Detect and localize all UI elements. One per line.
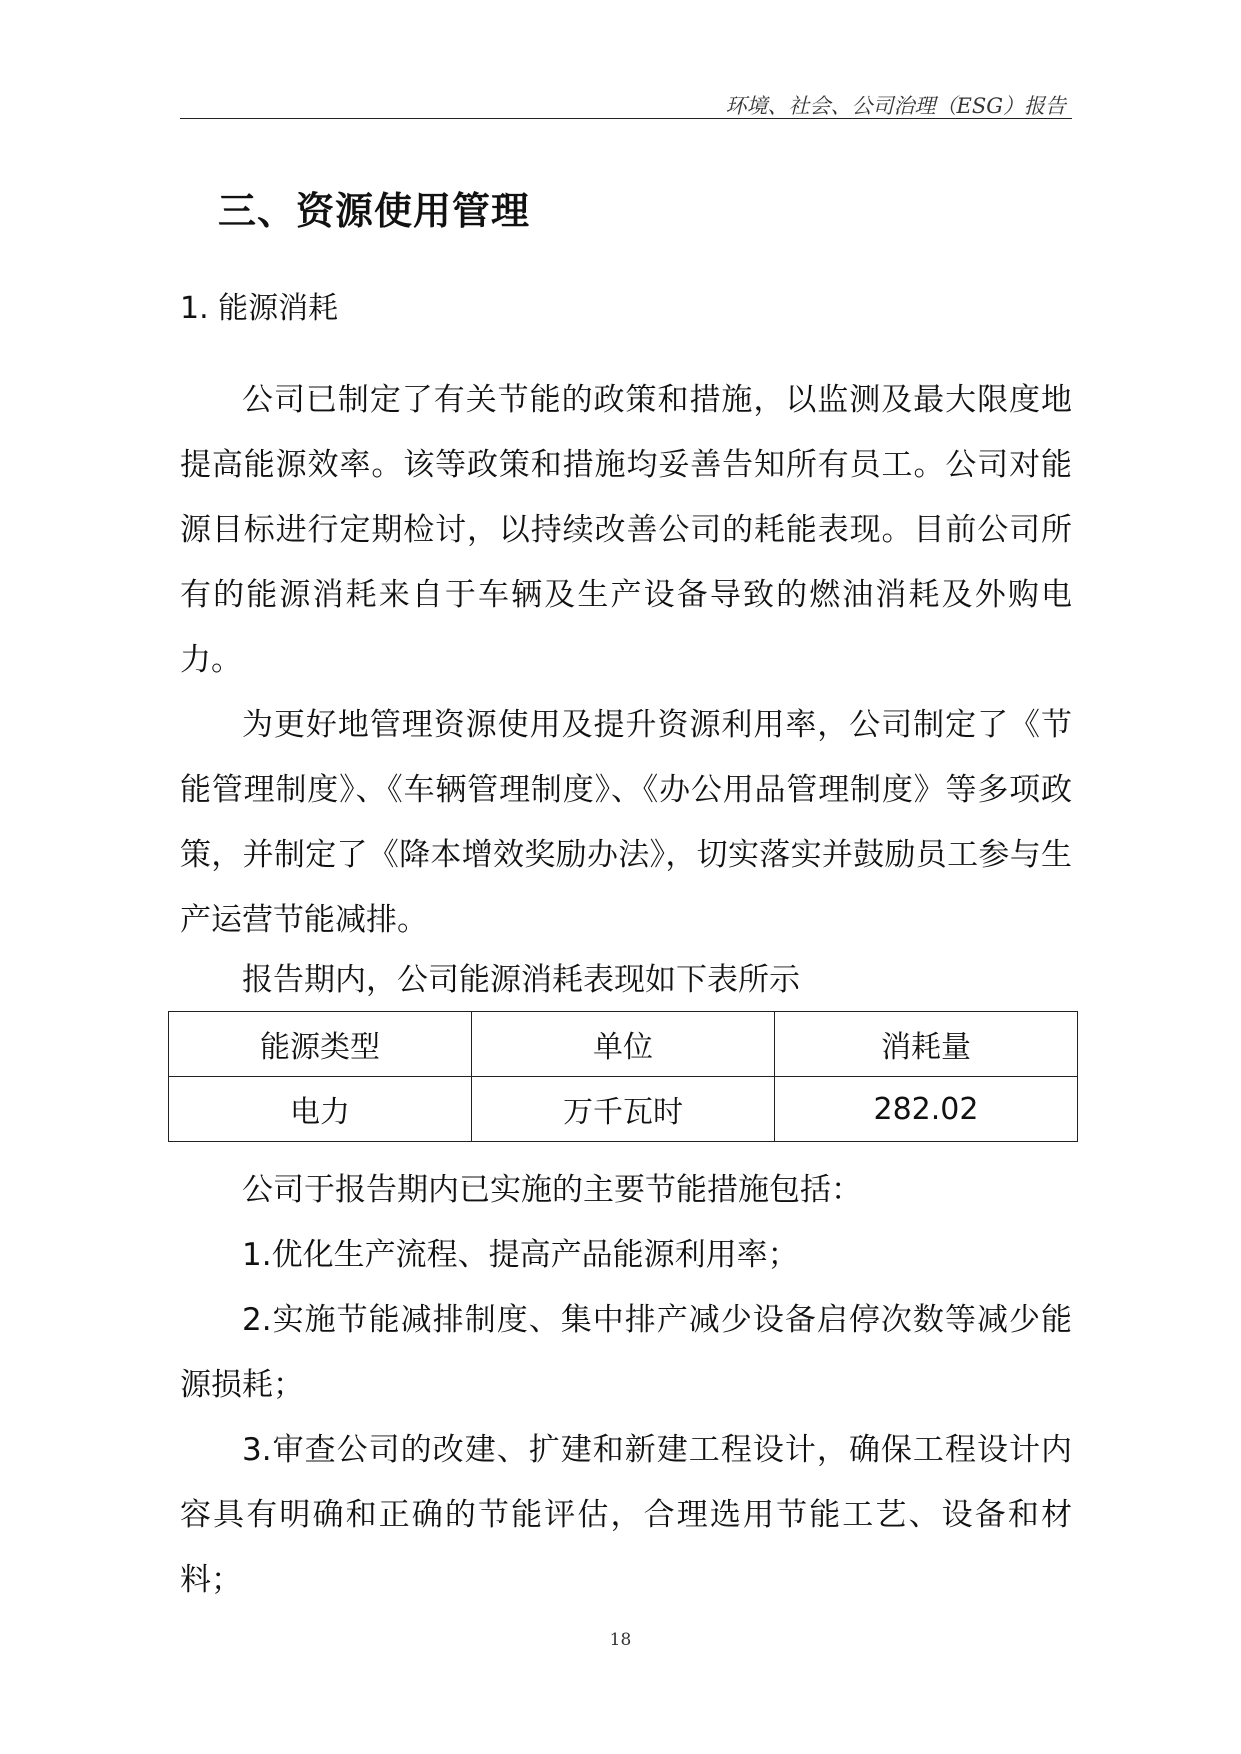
list-item: 3.审查公司的改建、扩建和新建工程设计，确保工程设计内容具有明确和正确的节能评估，合理选用节能工艺、设备和材料； — [180, 1432, 1072, 1598]
header-consumption: 消耗量 — [775, 1012, 1078, 1077]
subsection-title: 1. 能源消耗 — [180, 291, 339, 326]
intro-paragraph: 公司已制定了有关节能的政策和措施，以监测及最大限度地提高能源效率。该等政策和措施均妥善告知所有员工。公司对能源目标进行定期检讨，以持续改善公司的耗能表现。目前公司所有的能源消耗来自于车辆及生产设备导致的燃油消耗及外购电力。 — [180, 382, 1072, 678]
policies-paragraph: 为更好地管理资源使用及提升资源利用率，公司制定了《节能管理制度》、《车辆管理制度》、《办公用品管理制度》等多项政策，并制定了《降本增效奖励办法》，切实落实并鼓励员工参与生产运营节能减排。 — [180, 707, 1072, 938]
report-header-title: 环境、社会、公司治理（ESG）报告 — [725, 94, 1066, 118]
table-row — [169, 1077, 1078, 1142]
header-divider — [180, 118, 1072, 119]
energy-consumption-table — [168, 1011, 1078, 1142]
cell-unit: 万千瓦时 — [472, 1077, 775, 1142]
cell-energy-type: 电力 — [169, 1077, 472, 1142]
page-number: 18 — [609, 1630, 632, 1650]
measures-section — [180, 1158, 1072, 1613]
header-energy-type: 能源类型 — [169, 1012, 472, 1077]
list-item: 1.优化生产流程、提高产品能源利用率； — [242, 1237, 799, 1273]
section-title: 三、资源使用管理 — [218, 189, 531, 233]
measures-intro: 公司于报告期内已实施的主要节能措施包括： — [242, 1172, 862, 1208]
header-unit: 单位 — [472, 1012, 775, 1077]
table-intro-paragraph: 报告期内，公司能源消耗表现如下表所示 — [242, 962, 800, 998]
cell-consumption: 282.02 — [775, 1077, 1078, 1142]
list-item: 2.实施节能减排制度、集中排产减少设备启停次数等减少能源损耗； — [180, 1302, 1072, 1403]
table-header-row — [169, 1012, 1078, 1077]
